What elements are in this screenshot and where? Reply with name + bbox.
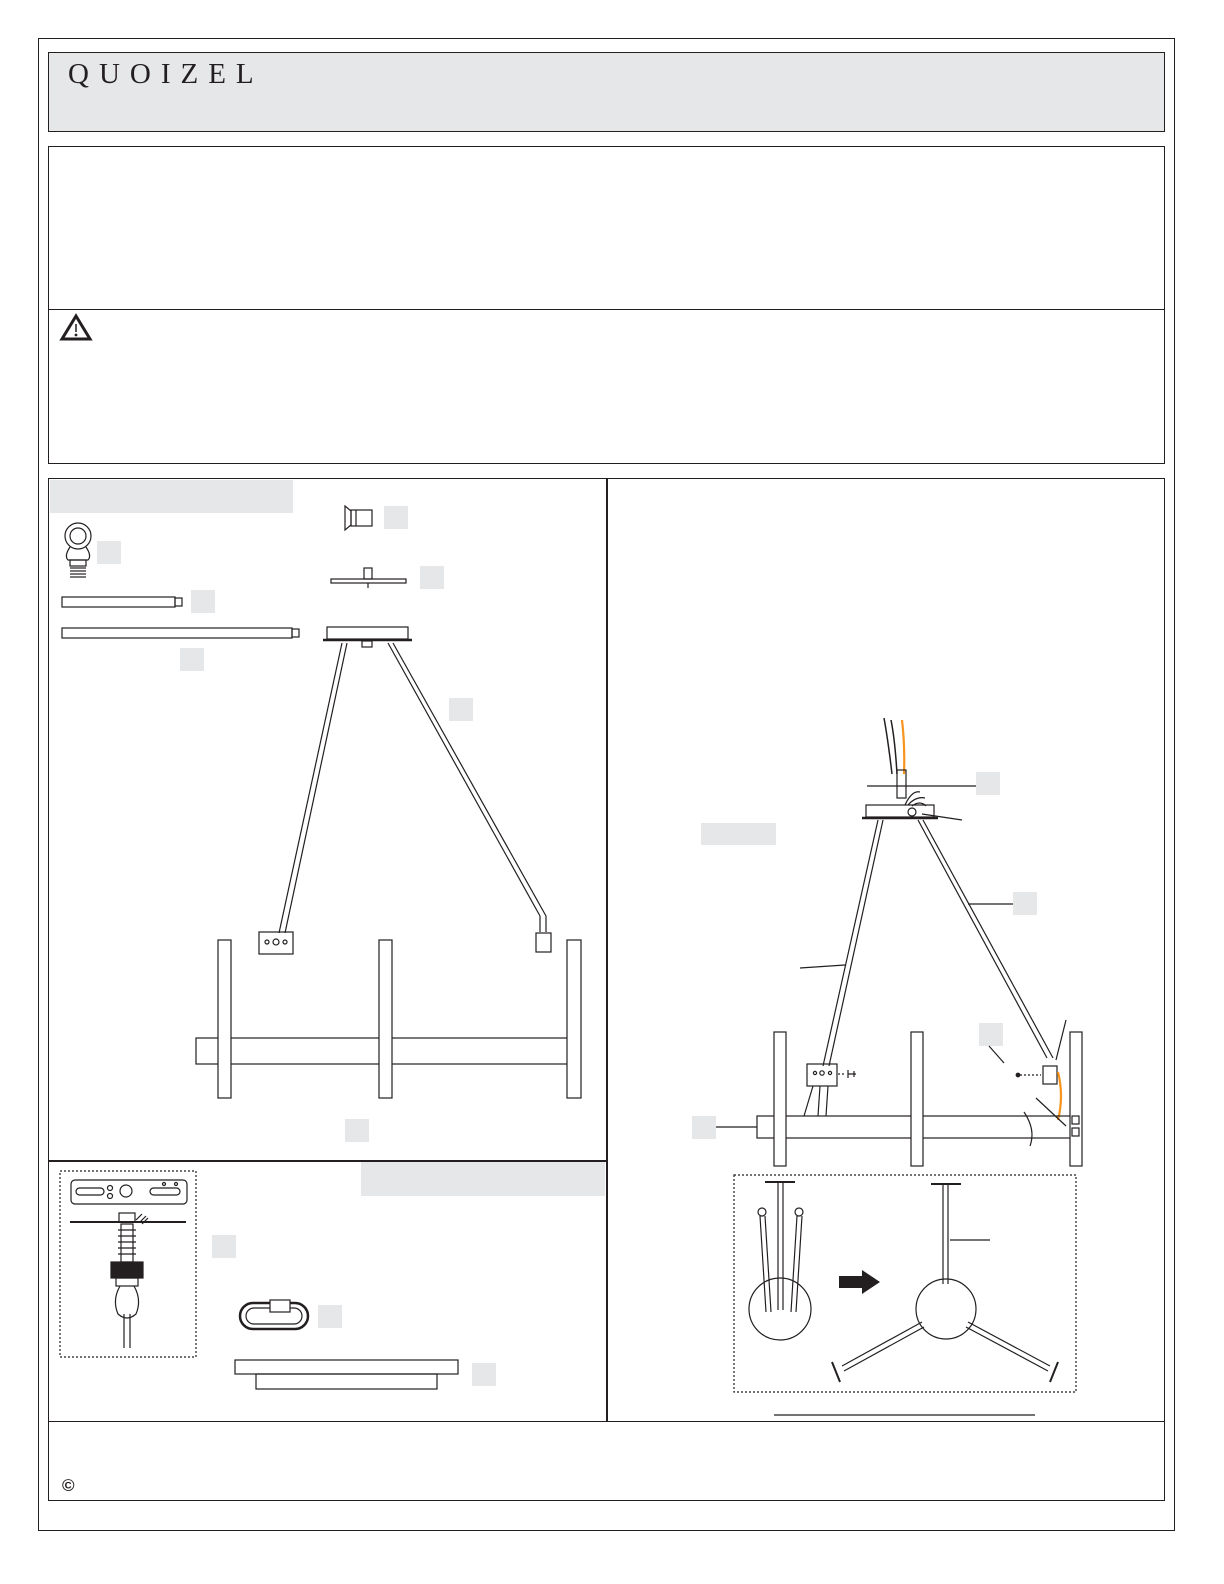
arm-junction-left xyxy=(259,932,293,954)
mount-assembly-detail xyxy=(60,1171,196,1357)
brand-logo: QUOIZEL xyxy=(68,58,264,90)
screw-drawing xyxy=(345,506,372,530)
assembly-drawing xyxy=(716,718,1082,1166)
warning-triangle-icon xyxy=(62,316,90,339)
eye-bolt-drawing xyxy=(65,523,91,577)
crossbar-drawing xyxy=(331,568,406,588)
arm-junction-right xyxy=(536,933,551,952)
long-rod-drawing xyxy=(62,628,299,638)
short-rod-drawing xyxy=(62,597,182,607)
quick-link-drawing xyxy=(240,1300,308,1329)
canopy-drawing xyxy=(235,1360,458,1389)
fixture-top-plate-drawing xyxy=(279,627,546,933)
copyright-mark: © xyxy=(62,1476,75,1495)
fixture-body-drawing xyxy=(196,940,581,1098)
top-view-detail xyxy=(734,1175,1076,1392)
right-arrow-icon xyxy=(839,1270,880,1294)
